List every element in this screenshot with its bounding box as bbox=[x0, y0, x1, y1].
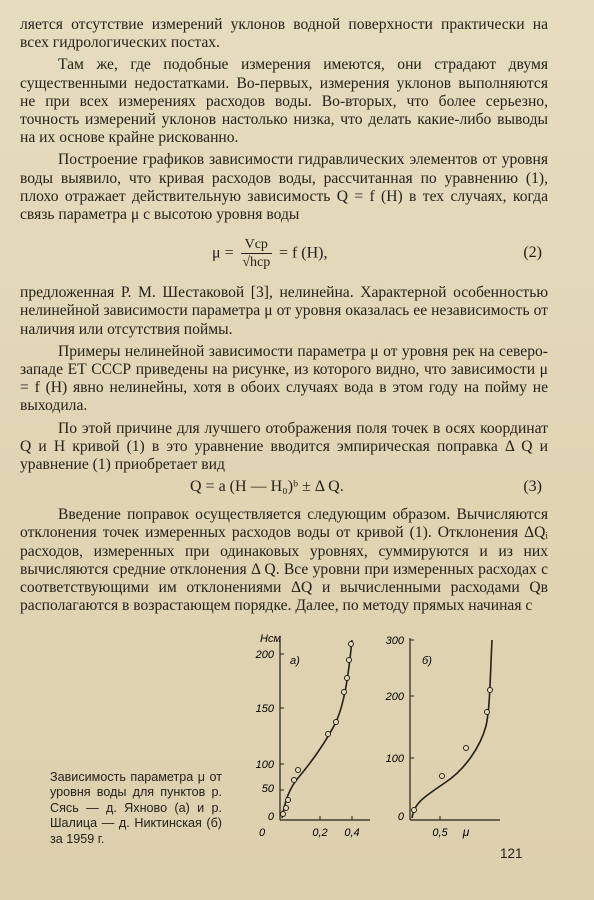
left-x-tick-0: 0 bbox=[258, 827, 266, 839]
paragraph-7: Введение поправок осуществляется следующим образом. Вычисляются отклонения точек измеренных расходов воды от кривой (1). Отклонения ΔQᵢ расходов, измеренных при одинаковых уровнях, суммируются и из них вычисляются средние отклонения Δ Q. Все уровни при измеренных расходах с соответствующими им отклонениями ΔQ и вычисленными расходами Qв располагаются в возрастающем порядке. Далее, по методу прямых начиная с bbox=[20, 506, 548, 615]
left-y-tick-50: 50 bbox=[261, 783, 274, 795]
panel-a bbox=[255, 633, 370, 839]
figure-caption: Зависимость параметра μ от уровня воды для пунктов р. Сясь — д. Яхново (а) и р. Шалица — д. Никтинская (б) за 1959 г. bbox=[50, 770, 222, 846]
y-axis-label: Hсм bbox=[260, 633, 281, 645]
paragraph-4: предложенная Р. М. Шестаковой [3], нелинейна. Характерной особенностью нелинейной зависимости параметра μ от уровня оказалась ее независимость от наличия или отсутствия поймы. bbox=[20, 284, 548, 338]
formula-2 bbox=[20, 226, 548, 282]
right-y-tick-300: 300 bbox=[385, 635, 404, 647]
paragraph-5: Примеры нелинейной зависимости параметра μ от уровня рек на северо-западе ЕТ СССР приведены на рисунке, из которого видно, что зависимости μ = f (H) явно нелинейны, хотя в обоих случаях вода в этом году на пойму не выходила. bbox=[20, 342, 548, 415]
formula-2-number: (2) bbox=[523, 244, 542, 262]
formula-2-denominator: √hср bbox=[242, 255, 271, 271]
formula-2-expression bbox=[212, 236, 328, 272]
right-y-tick-200: 200 bbox=[385, 691, 404, 703]
formula-2-fraction bbox=[241, 236, 272, 272]
paragraph-3: Построение графиков зависимости гидравлических элементов от уровня воды выявило, что кривая расходов воды, рассчитанная по уравнению (1), плохо отражает действительную зависимость Q = f (H) в тех случаях, когда связь параметра μ с высотою уровня воды bbox=[20, 151, 548, 224]
formula-2-numerator: Vср bbox=[241, 236, 272, 254]
right-y-tick-0: 0 bbox=[397, 811, 404, 823]
figure-graphic bbox=[240, 630, 570, 850]
left-y-tick-150: 150 bbox=[255, 703, 274, 715]
formula-2-lhs: μ = bbox=[212, 244, 234, 262]
formula-3-number: (3) bbox=[523, 478, 542, 496]
right-y-tick-100: 100 bbox=[385, 753, 404, 765]
body-text bbox=[20, 16, 548, 615]
right-x-tick-05: 0,5 bbox=[432, 827, 448, 839]
page-number: 121 bbox=[500, 846, 523, 861]
paragraph-6: По этой причине для лучшего отображения поля точек в осях координат Q и H кривой (1) в это уравнение вводится эмпирическая поправка Δ Q и уравнение (1) приобретает вид bbox=[20, 419, 548, 474]
panel-b-label: б) bbox=[422, 655, 432, 667]
panel-b bbox=[385, 635, 500, 839]
figure bbox=[240, 630, 570, 850]
left-x-tick-02: 0,2 bbox=[312, 827, 328, 839]
x-axis-label: μ bbox=[462, 825, 470, 839]
left-x-tick-04: 0,4 bbox=[344, 827, 360, 839]
left-y-tick-200: 200 bbox=[255, 649, 274, 661]
formula-2-rhs: = f (H), bbox=[278, 244, 328, 262]
paragraph-1: ляется отсутствие измерений уклонов водной поверхности практически на всех гидрологических постах. bbox=[20, 16, 548, 52]
left-y-tick-0: 0 bbox=[267, 811, 274, 823]
paragraph-2: Там же, где подобные измерения имеются, они страдают двумя существенными недостатками. Во-первых, измерения уклонов выполняются не при всех измерениях расходов воды. Во-вторых, что более серьезно, точность измерений уклонов настолько низка, что делать какие-либо выводы на их основе крайне рискованно. bbox=[20, 56, 548, 147]
left-y-tick-100: 100 bbox=[255, 759, 274, 771]
formula-3-expression: Q = a (H — H₀)ᵇ ± Δ Q. bbox=[190, 478, 344, 496]
panel-a-label: а) bbox=[290, 655, 300, 667]
formula-3 bbox=[20, 476, 548, 502]
